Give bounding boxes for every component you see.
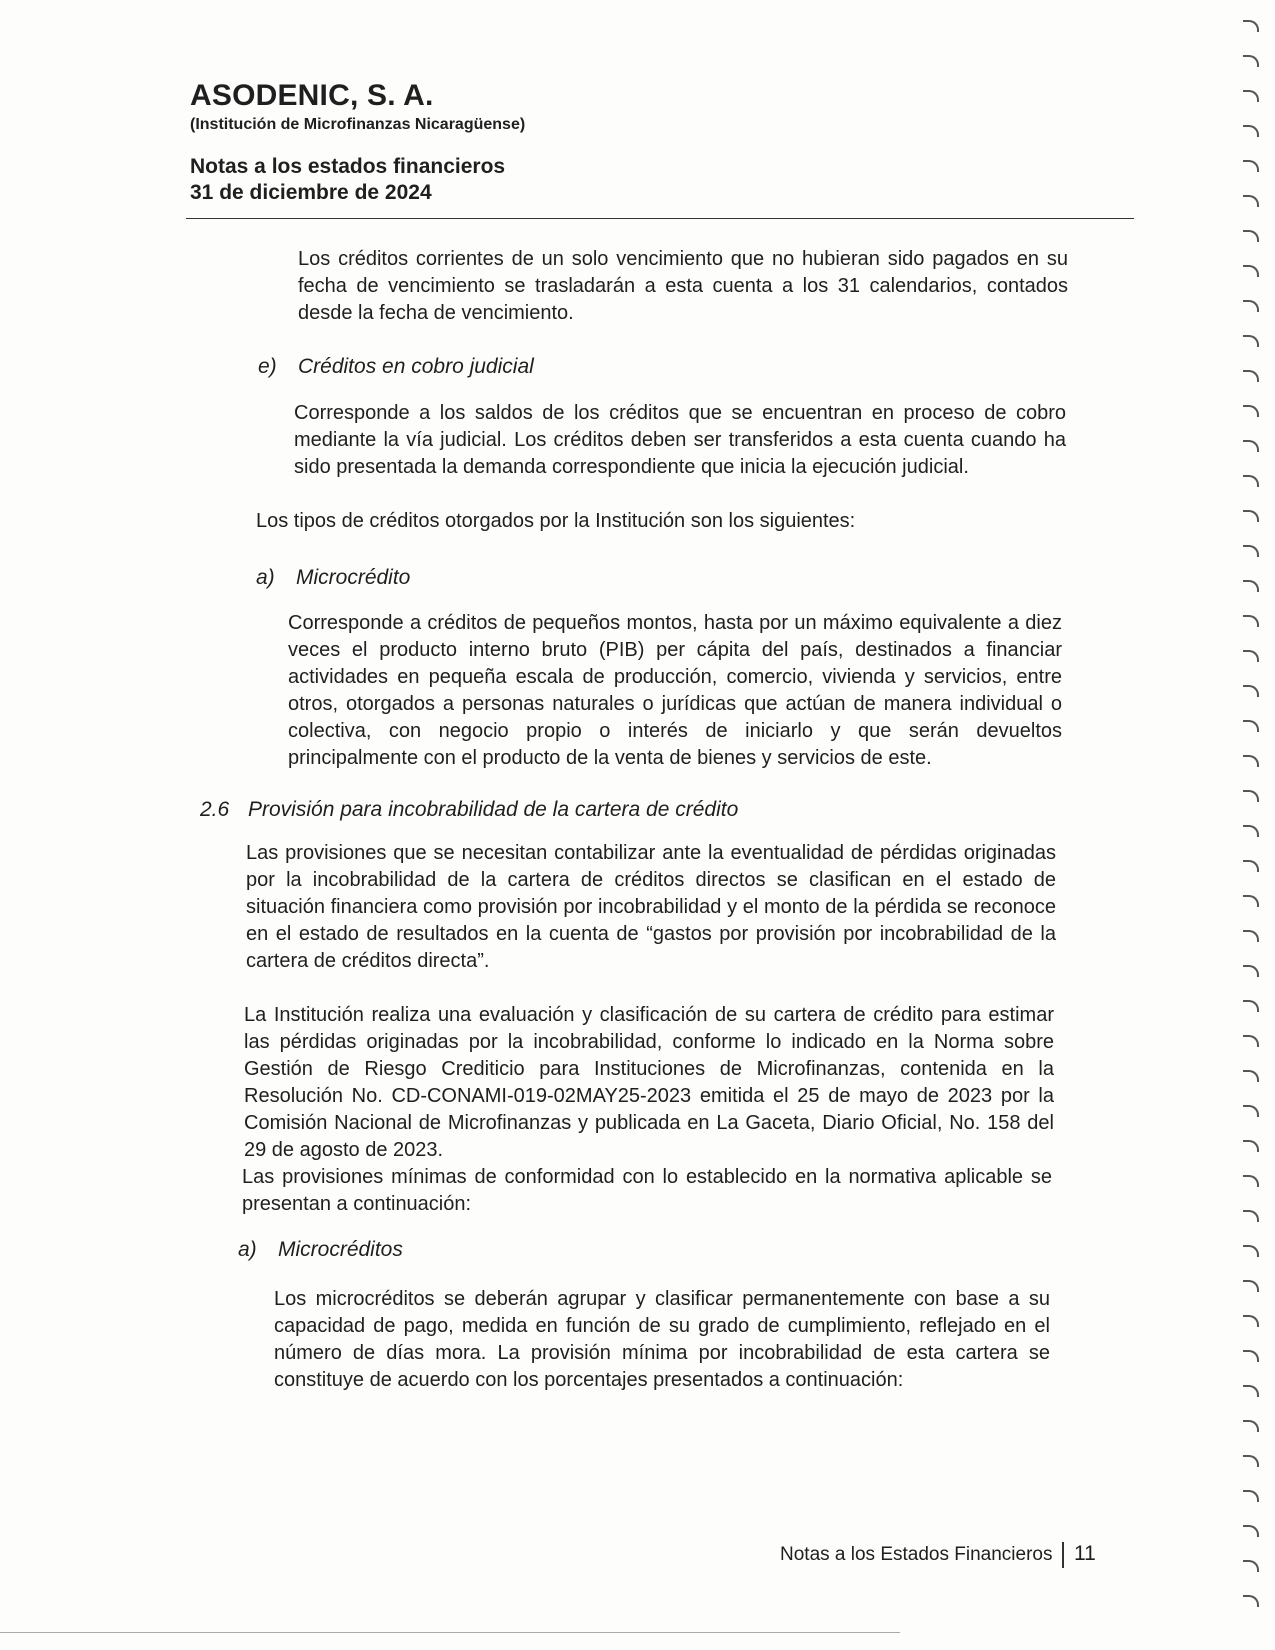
binding-ring — [1243, 720, 1259, 732]
binding-ring — [1243, 1245, 1259, 1257]
binding-ring — [1243, 230, 1259, 242]
binding-ring — [1243, 55, 1259, 67]
item-a2-label: a) — [238, 1238, 257, 1261]
section-2-6-heading — [200, 796, 738, 824]
item-e-label: e) — [258, 355, 277, 378]
binding-ring — [1243, 1000, 1259, 1012]
binding-ring — [1243, 440, 1259, 452]
spiral-binding — [1237, 20, 1265, 1640]
binding-ring — [1243, 20, 1259, 32]
section-title: Provisión para incobrabilidad de la cartera de crédito — [248, 798, 739, 821]
section-number: 2.6 — [200, 798, 230, 821]
statement-date: 31 de diciembre de 2024 — [190, 181, 432, 204]
binding-ring — [1243, 90, 1259, 102]
binding-ring — [1243, 370, 1259, 382]
binding-ring — [1243, 300, 1259, 312]
page-footer — [780, 1542, 1096, 1568]
binding-ring — [1243, 195, 1259, 207]
binding-ring — [1243, 405, 1259, 417]
binding-ring — [1243, 1035, 1259, 1047]
item-e-heading — [258, 353, 534, 381]
binding-ring — [1243, 265, 1259, 277]
footer-separator — [1062, 1542, 1064, 1568]
binding-ring — [1243, 1140, 1259, 1152]
item-a2-text: Los microcréditos se deberán agrupar y clasificar permanentemente con base a su capacidad de pago, medida en función de su grado de cumplimiento, reflejado en el número de días mora. La provisión mínima por incobrabilidad de esta cartera se constituye de acuerdo con los porcentajes presentados a continuación: — [274, 1288, 1050, 1391]
item-e-text: Corresponde a los saldos de los créditos que se encuentran en proceso de cobro mediante la vía judicial. Los créditos deben ser transferidos a esta cuenta cuando ha sido presentada la demanda correspondiente que inicia la ejecución judicial. — [294, 402, 1066, 478]
binding-ring — [1243, 1490, 1259, 1502]
paragraph-intro: Los créditos corrientes de un solo vencimiento que no hubieran sido pagados en su fecha de vencimiento se trasladarán a esta cuenta a los 31 calendarios, contados desde la fecha de vencimiento. — [298, 248, 1068, 324]
binding-ring — [1243, 160, 1259, 172]
item-a1-label: a) — [256, 566, 275, 589]
binding-ring — [1243, 1175, 1259, 1187]
binding-ring — [1243, 965, 1259, 977]
section-paragraph-3: Las provisiones mínimas de conformidad con lo establecido en la normativa aplicable se presentan a continuación: — [242, 1166, 1052, 1215]
binding-ring — [1243, 1210, 1259, 1222]
binding-ring — [1243, 1350, 1259, 1362]
item-a1-text: Corresponde a créditos de pequeños montos, hasta por un máximo equivalente a diez veces el producto interno bruto (PIB) per cápita del país, destinados a financiar actividades en pequeña escala de producción, comercio, vivienda y servicios, entre otros, otorgados a personas naturales o jurídicas que actúan de manera individual o colectiva, con negocio propio o interés de iniciarlo y que serán devueltos principalmente con el producto de la venta de bienes y servicios de este. — [288, 612, 1062, 769]
binding-ring — [1243, 685, 1259, 697]
binding-ring — [1243, 1595, 1259, 1607]
notes-title: Notas a los estados financieros — [190, 155, 506, 178]
binding-ring — [1243, 1560, 1259, 1572]
item-a1-heading — [256, 564, 410, 592]
binding-ring — [1243, 615, 1259, 627]
binding-ring — [1243, 930, 1259, 942]
bottom-edge-line — [0, 1632, 900, 1633]
binding-ring — [1243, 125, 1259, 137]
binding-ring — [1243, 790, 1259, 802]
page-number: 11 — [1073, 1542, 1096, 1566]
item-a1-title: Microcrédito — [296, 566, 411, 589]
binding-ring — [1243, 510, 1259, 522]
binding-ring — [1243, 895, 1259, 907]
item-a2-title: Microcréditos — [278, 1238, 403, 1261]
company-subtitle: (Institución de Microfinanzas Nicaragüense) — [190, 116, 526, 133]
binding-ring — [1243, 1420, 1259, 1432]
binding-ring — [1243, 1455, 1259, 1467]
footer-label: Notas a los Estados Financieros — [780, 1544, 1053, 1566]
binding-ring — [1243, 1070, 1259, 1082]
binding-ring — [1243, 860, 1259, 872]
binding-ring — [1243, 1385, 1259, 1397]
header-divider — [186, 218, 1134, 219]
company-name: ASODENIC, S. A. — [190, 79, 434, 112]
binding-ring — [1243, 335, 1259, 347]
binding-ring — [1243, 755, 1259, 767]
binding-ring — [1243, 1105, 1259, 1117]
binding-ring — [1243, 545, 1259, 557]
section-paragraph-2: La Institución realiza una evaluación y clasificación de su cartera de crédito para estimar las pérdidas originadas por la incobrabilidad, conforme lo indicado en la Norma sobre Gestión de Riesgo Crediticio para Instituciones de Microfinanzas, contenida en la Resolución No. CD-CONAMI-019-02MAY25-2023 emitida el 25 de mayo de 2023 por la Comisión Nacional de Microfinanzas y publicada en La Gaceta, Diario Oficial, No. 158 del 29 de agosto de 2023. — [244, 1004, 1054, 1161]
binding-ring — [1243, 1525, 1259, 1537]
binding-ring — [1243, 475, 1259, 487]
binding-ring — [1243, 650, 1259, 662]
binding-ring — [1243, 1280, 1259, 1292]
document-header — [190, 78, 1130, 206]
section-paragraph-1: Las provisiones que se necesitan contabilizar ante la eventualidad de pérdidas originadas por la incobrabilidad de la cartera de créditos directos se clasifican en el estado de situación financiera como provisión por incobrabilidad y el monto de la pérdida se reconoce en el estado de resultados en la cuenta de “gastos por provisión por incobrabilidad de la cartera de créditos directa”. — [246, 842, 1056, 972]
binding-ring — [1243, 580, 1259, 592]
item-a2-heading — [238, 1236, 403, 1264]
binding-ring — [1243, 825, 1259, 837]
item-e-title: Créditos en cobro judicial — [298, 355, 534, 378]
binding-ring — [1243, 1315, 1259, 1327]
credit-types-intro: Los tipos de créditos otorgados por la Institución son los siguientes: — [256, 510, 856, 532]
